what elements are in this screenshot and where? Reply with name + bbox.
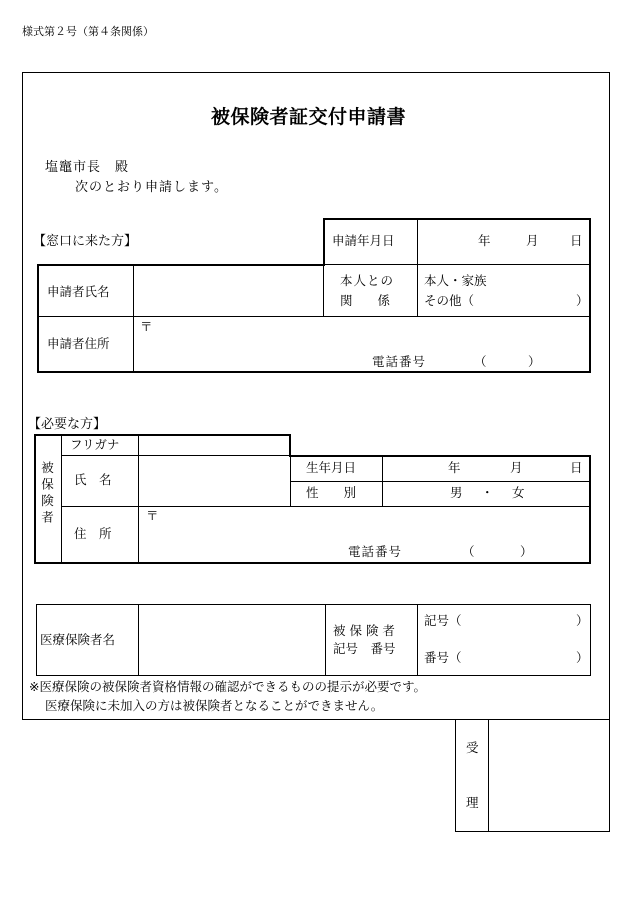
note-line-1: ※医療保険の被保険者資格情報の確認ができるものの提示が必要です。 [29, 679, 426, 694]
applicant-name-field[interactable] [136, 268, 321, 314]
applicant-box-bottom [37, 371, 591, 373]
insured-section-label: 【必要な方】 [28, 417, 107, 432]
symbol-number-label-line1: 被 保 険 者 [333, 623, 395, 638]
dob-year-label: 年 [448, 460, 461, 475]
date-value-divider [417, 219, 418, 317]
applicant-phone-label: 電話番号 [372, 354, 427, 369]
dob-left-divider [290, 457, 291, 506]
number-field-close: ） [576, 650, 589, 665]
receipt-label-top: 受 [466, 740, 479, 755]
insured-box-left [34, 434, 36, 564]
insured-box-bottom [34, 562, 591, 564]
dob-day-label: 日 [570, 460, 583, 475]
symbol-label-divider [417, 604, 418, 676]
insured-name-label: 氏 名 [74, 472, 112, 487]
applicant-postal-mark: 〒 [140, 319, 153, 334]
symbol-number-label-line2: 記号 番号 [333, 641, 396, 656]
applicant-phone-close: ） [528, 354, 541, 369]
applicant-box-right [589, 218, 591, 373]
insured-box-right [589, 455, 591, 564]
symbol-field-close: ） [576, 613, 589, 628]
applicant-box-left [37, 264, 39, 373]
applicant-name-label: 申請者氏名 [47, 284, 110, 299]
form-number: 様式第２号（第４条関係） [22, 25, 154, 38]
insured-address-label: 住 所 [74, 526, 112, 541]
applicant-phone-open: （ [474, 354, 487, 369]
date-label: 申請年月日 [332, 233, 395, 248]
date-year-label: 年 [478, 233, 491, 248]
insurance-box-top [36, 604, 591, 605]
applicant-box-top [37, 264, 325, 266]
symbol-input[interactable] [470, 610, 570, 630]
relation-option-other-close: ） [576, 293, 589, 308]
insurer-value-divider [325, 604, 326, 676]
furigana-row-bottom [62, 455, 290, 456]
relation-option-other[interactable]: その他（ [424, 293, 475, 308]
insurer-name-label: 医療保険者名 [40, 632, 116, 647]
insurer-name-field[interactable] [141, 607, 322, 673]
name-row-bottom [62, 506, 590, 507]
date-month-label: 月 [526, 233, 539, 248]
receipt-stamp-area[interactable] [491, 722, 606, 828]
date-box-top [323, 218, 591, 220]
insurer-label-divider [138, 604, 139, 676]
receipt-box-left [455, 719, 456, 832]
outer-frame-top [22, 72, 610, 73]
note-line-2: 医療保険に未加入の方は被保険者となることができません。 [45, 698, 384, 713]
applicant-row-divider [38, 316, 590, 317]
insured-name-field[interactable] [141, 458, 287, 504]
furigana-label: フリガナ [70, 437, 120, 452]
dob-row-bottom [290, 481, 590, 482]
date-row-bottom [323, 264, 591, 265]
receipt-label-bottom: 理 [466, 795, 479, 810]
insurance-box-left [36, 604, 37, 676]
applicant-address-label: 申請者住所 [47, 336, 110, 351]
relation-option-self-family[interactable]: 本人・家族 [424, 273, 487, 288]
outer-frame-bottom [22, 719, 610, 720]
number-field-label: 番号（ [424, 650, 462, 665]
date-box-left [323, 218, 325, 265]
furigana-field[interactable] [141, 437, 286, 453]
relation-label-line2: 関 係 [340, 293, 391, 308]
outer-frame-left [22, 72, 23, 720]
insured-phone-label: 電話番号 [348, 544, 403, 559]
intro-text: 次のとおり申請します。 [75, 180, 228, 195]
receipt-label-divider [488, 719, 489, 832]
insured-phone-close: ） [520, 544, 533, 559]
relation-divider [323, 265, 324, 317]
sex-label: 性 別 [306, 485, 357, 500]
insured-phone-open: （ [462, 544, 475, 559]
dob-label: 生年月日 [306, 460, 357, 475]
applicant-label-divider [133, 265, 134, 372]
outer-frame-right [609, 72, 610, 832]
applicant-section-label: 【窓口に来た方】 [33, 234, 138, 249]
furigana-box-right [289, 434, 291, 457]
form-title: 被保険者証交付申請書 [211, 106, 407, 128]
insurance-box-bottom [36, 675, 591, 676]
relation-label-line1: 本人との [340, 273, 395, 288]
date-day-label: 日 [570, 233, 583, 248]
insured-side-label: 被保険者 [39, 461, 55, 527]
dob-value-divider [382, 457, 383, 506]
insured-box-top [34, 434, 290, 436]
sex-option-female[interactable]: 女 [512, 485, 525, 500]
insured-postal-mark: 〒 [146, 508, 159, 523]
receipt-box-bottom [455, 831, 610, 832]
sex-option-male[interactable]: 男 [450, 485, 463, 500]
insurance-box-right [590, 604, 591, 676]
sex-separator: ・ [481, 485, 494, 500]
symbol-field-label: 記号（ [424, 613, 462, 628]
dob-month-label: 月 [510, 460, 523, 475]
number-input[interactable] [470, 647, 570, 667]
dob-box-top [289, 455, 591, 457]
addressee: 塩竈市長 殿 [45, 160, 130, 175]
applicant-address-field[interactable] [136, 319, 588, 369]
